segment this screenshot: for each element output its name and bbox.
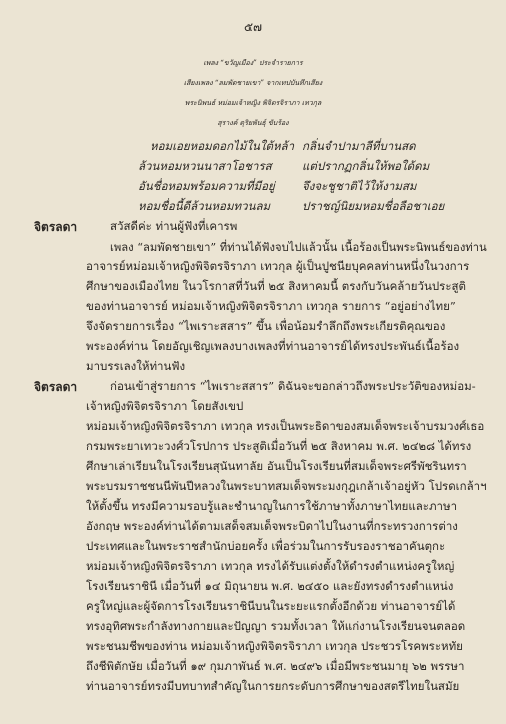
paragraph-line: อังกฤษ พระองค์ท่านได้ตามเสด็จสมเด็จพระบิดาไปในงานที่กระทรวงการต่าง	[86, 519, 458, 533]
paragraph-line: ให้ตั้งขึ้น ทรงมีความรอบรู้และชำนาญในการใช้ภาษาทั้งภาษาไทยและภาษา	[86, 499, 458, 513]
paragraph-line: ศึกษาของเมืองไทย ในวโรกาสที่วันที่ ๒๕ สิงหาคมนี้ ตรงกับวันคล้ายวันประสูติ	[86, 279, 466, 293]
page-number: ๕๗	[243, 20, 263, 34]
paragraph-line: พระองค์ท่าน โดยอัญเชิญเพลงบางเพลงที่ท่านอาจารย์ได้ทรงประพันธ์เนื้อร้อง	[86, 339, 460, 353]
song-header-line: เพลง “ขวัญเมือง” ประจำรายการ	[203, 59, 303, 67]
paragraph-line: ครูใหญ่และผู้จัดการโรงเรียนราชินีบนในระยะแรกตั้งอีกด้วย ท่านอาจารย์ได้	[86, 599, 456, 613]
paragraph-line: อาจารย์หม่อมเจ้าหญิงพิจิตรจิราภา เทวกุล ผู้เป็นปูชนียบุคคลท่านหนึ่งในวงการ	[86, 259, 470, 273]
paragraph-line: หม่อมเจ้าหญิงพิจิตรจิราภา เทวกุล ทรงได้รับแต่งตั้งให้ดำรงตำแหน่งครูใหญ่	[86, 559, 455, 573]
poem-line: หอมชื่อนี้ดีล้วนหอมทวนลม	[138, 199, 271, 213]
poem-line: แต่ปรากฏกลิ่นให้พอใด้ดม	[302, 159, 430, 173]
poem-line: ล้วนหอมหวนนาสาโอชารส	[138, 159, 272, 173]
paragraph-line: จึงจัดรายการเรื่อง “ไพเราะสสาร” ขึ้น เพื่อน้อมรำลึกถึงพระเกียรติคุณของ	[86, 319, 446, 333]
paragraph-line: กรมพระยาเทวะวงศ์วโรปการ ประสูติเมื่อวันที่ ๒๕ สิงหาคม พ.ศ. ๒๔๒๘ ได้ทรง	[86, 439, 472, 453]
speaker-label: จิตรลดา	[34, 220, 78, 234]
paragraph-line: มาบรรเลงให้ท่านฟัง	[86, 359, 186, 373]
paragraph-line: พระบรมราชชนนีพันปีหลวงในพระบาทสมเด็จพระมงกุฎเกล้าเจ้าอยู่หัว โปรดเกล้าฯ	[86, 479, 487, 493]
paragraph-line: เพลง “ลมพัดชายเขา” ที่ท่านได้ฟังจบไปแล้วนั้น เนื้อร้องเป็นพระนิพนธ์ของท่าน	[110, 241, 487, 254]
paragraph-line: ประเทศและในพระราชสำนักบ่อยครั้ง เพื่อร่วมในการรับรองราชอาคันตุกะ	[86, 539, 446, 553]
paragraph-line: ทรงอุทิศพระกำลังทางกายและปัญญา รวมทั้งเวลา ให้แก่งานโรงเรียนจนตลอด	[86, 619, 466, 633]
paragraph-line: หม่อมเจ้าหญิงพิจิตรจิราภา เทวกุล ทรงเป็นพระธิดาของสมเด็จพระเจ้าบรมวงศ์เธอ	[86, 419, 485, 433]
paragraph-line: ศึกษาเล่าเรียนในโรงเรียนสุนันทาลัย อันเป็นโรงเรียนที่สมเด็จพระศรีพัชรินทรา	[86, 459, 467, 473]
paragraph-line: ถึงชีพิตักษัย เมื่อวันที่ ๑๙ กุมภาพันธ์ พ.ศ. ๒๔๙๖ เมื่อมีพระชนมายุ ๖๒ พรรษา	[86, 659, 465, 673]
song-header-line: สุรางค์ ดุริยพันธุ์ ขับร้อง	[217, 119, 289, 127]
poem-line: อันชื่อหอมพร้อมความที่มีอยู่	[138, 179, 275, 193]
paragraph-line: สวัสดีค่ะ ท่านผู้ฟังที่เคารพ	[110, 219, 238, 233]
poem-line: กลิ่นจำปามาลีที่บานสด	[302, 139, 416, 153]
song-header-line: เสียงเพลง “ลมพัดชายเขา” จากเทปบันทึกเสียง	[183, 79, 323, 87]
speaker-label: จิตรลดา	[34, 380, 78, 394]
paragraph-line: ก่อนเข้าสู่รายการ “ไพเราะสสาร” ดิฉันจะขอกล่าวถึงพระประวัติของหม่อม-	[110, 379, 476, 393]
paragraph-line: ของท่านอาจารย์ หม่อมเจ้าหญิงพิจิตรจิราภา เทวกุล รายการ “อยู่อย่างไทย”	[86, 299, 456, 313]
paragraph-line: พระชนมชีพของท่าน หม่อมเจ้าหญิงพิจิตรจิราภา เทวกุล ประชวรโรคพระหทัย	[86, 639, 463, 653]
paragraph-line: ท่านอาจารย์ทรงมีบทบาทสำคัญในการยกระดับการศึกษาของสตรีไทยในสมัย	[86, 679, 460, 693]
poem-line: ปราชญ์นิยมหอมชื่อลือชาเอย	[302, 199, 445, 213]
paragraph-line: เจ้าหญิงพิจิตรจิราภา โดยสังเขป	[86, 399, 244, 413]
poem-line: หอมเอยหอมดอกไม้ในใต้หล้า	[150, 139, 295, 153]
poem-line: จึงจะชูชาติไว้ให้งามสม	[302, 179, 417, 193]
song-header-line: พระนิพนธ์ หม่อมเจ้าหญิง พิจิตรจิราภา เทวกุล	[184, 99, 322, 107]
paragraph-line: โรงเรียนราชินี เมื่อวันที่ ๑๔ มิถุนายน พ.ศ. ๒๔๕๐ และยังทรงดำรงตำแหน่ง	[86, 579, 454, 593]
